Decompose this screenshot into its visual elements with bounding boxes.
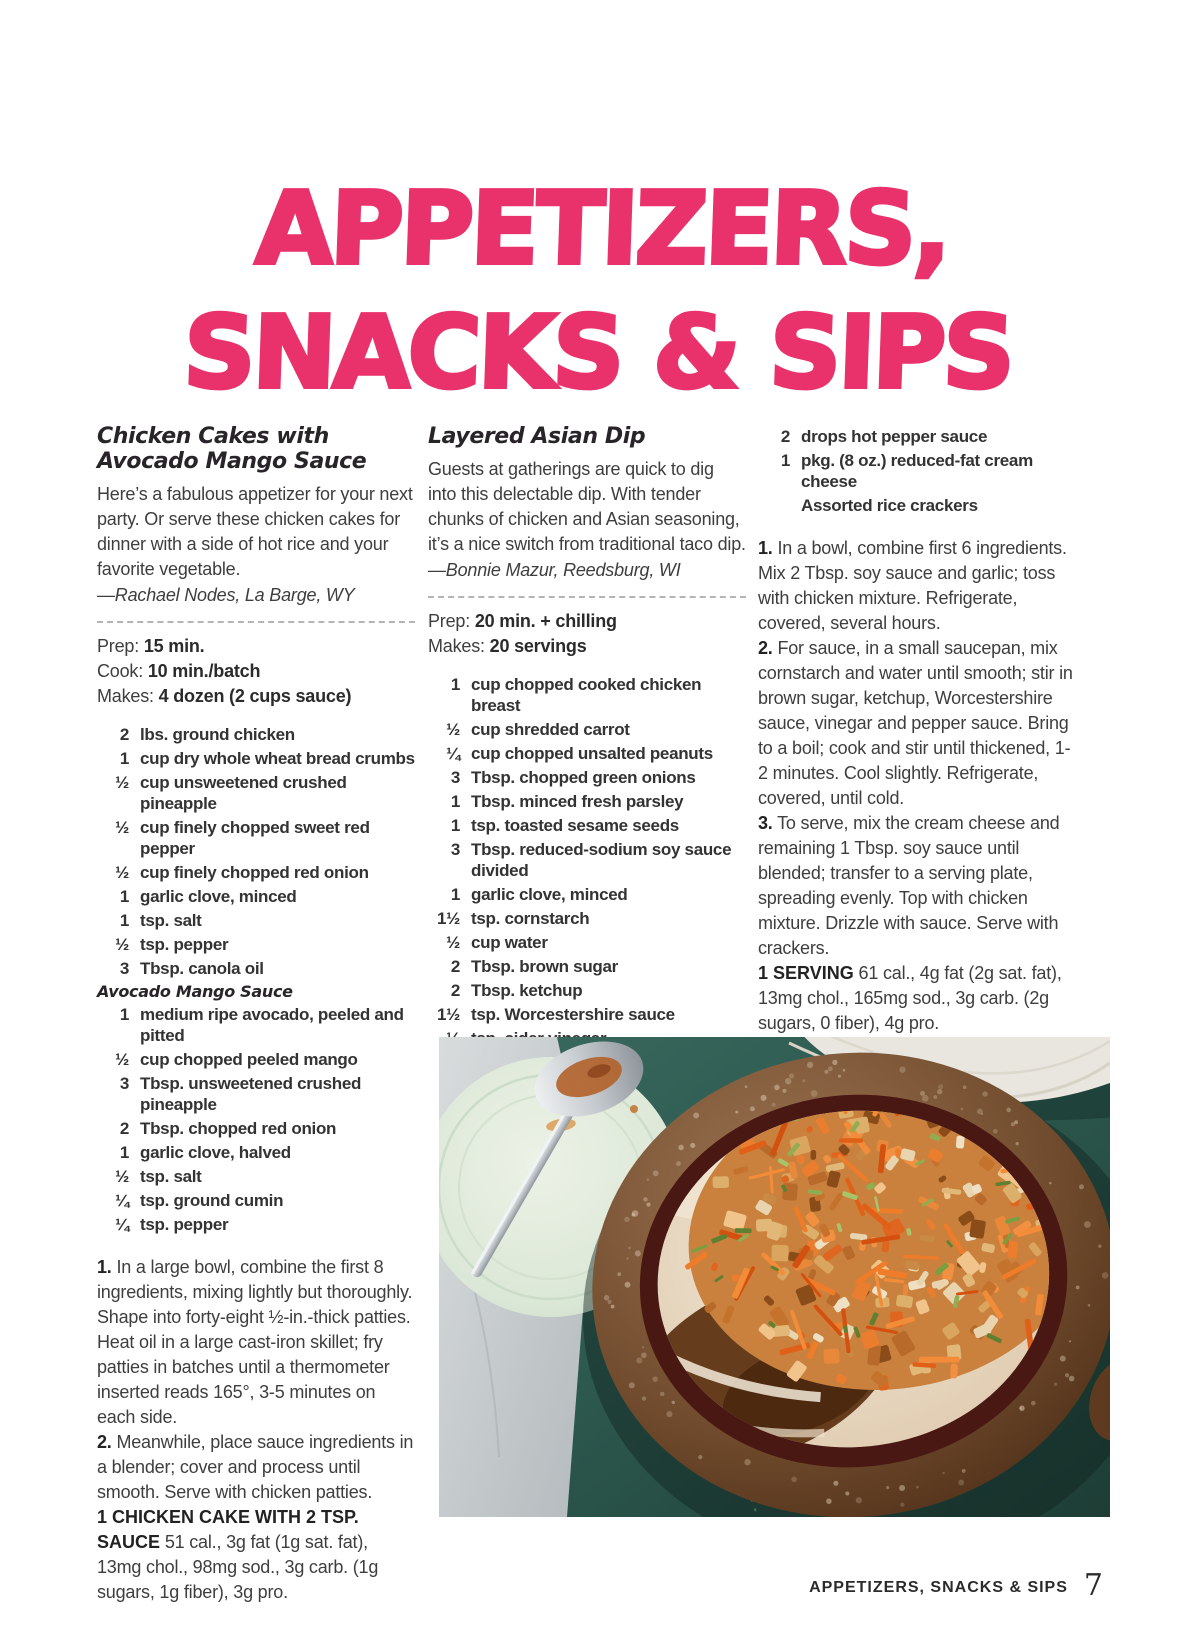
ingredient-text: Assorted rice crackers	[801, 496, 978, 515]
recipe-description: Here’s a fabulous appetizer for your next party. Or serve these chicken cakes for dinner with a side of hot rice and your favorite vegetable.	[97, 484, 413, 579]
ingredient-qty: 3	[119, 959, 129, 978]
ingredient-qty: ¼	[446, 744, 460, 763]
ingredient-text: tsp. pepper	[140, 935, 229, 954]
ingredient-qty: ½	[115, 818, 129, 837]
ingredient-text: Tbsp. brown sugar	[471, 957, 618, 976]
ingredient-row	[428, 674, 746, 716]
ingredient-text: Tbsp. chopped green onions	[471, 768, 696, 787]
ingredient-text: Tbsp. reduced-sodium soy sauce divided	[471, 840, 732, 880]
ingredient-row	[428, 791, 746, 812]
ingredient-row	[97, 724, 415, 745]
ingredient-text: drops hot pepper sauce	[801, 427, 988, 446]
ingredient-qty: ¼	[115, 1215, 129, 1234]
divider	[428, 596, 746, 598]
ingredient-qty: 1	[450, 792, 460, 811]
meta-row: Makes: 4 dozen (2 cups sauce)	[97, 686, 352, 706]
ingredient-row	[428, 1004, 746, 1025]
ingredient-text: cup unsweetened crushed pineapple	[140, 773, 347, 813]
ingredient-text: Tbsp. unsweetened crushed pineapple	[140, 1074, 362, 1114]
page-title-line2: SNACKS & SIPS	[181, 294, 1015, 411]
recipe-card-chicken-cakes	[97, 424, 415, 1605]
ingredient-text: garlic clove, halved	[140, 1143, 291, 1162]
ingredient-qty: 2	[780, 427, 790, 446]
ingredient-row	[428, 884, 746, 905]
ingredient-row	[97, 1004, 415, 1046]
ingredient-row	[97, 1190, 415, 1211]
ingredient-row	[428, 839, 746, 881]
ingredient-row	[97, 748, 415, 769]
ingredient-text: Tbsp. canola oil	[140, 959, 264, 978]
ingredient-qty: 2	[450, 957, 460, 976]
ingredient-row	[428, 908, 746, 929]
ingredient-qty: 1	[450, 885, 460, 904]
ingredient-qty: ¼	[115, 1191, 129, 1210]
ingredient-row	[428, 743, 746, 764]
ingredient-qty: ½	[115, 773, 129, 792]
directions	[97, 1255, 415, 1605]
ingredient-qty: 3	[450, 768, 460, 787]
ingredient-qty: ½	[115, 1167, 129, 1186]
direction-step: 1. In a large bowl, combine the first 8 ingredients, mixing lightly but thoroughly. Shape into forty-eight ½-in.-thick patties. Heat oil in a large cast-iron skillet; fry patties in batches until a thermometer inserted reads 165°, 3-5 minutes on each side.	[97, 1257, 413, 1427]
ingredient-text: cup finely chopped sweet red pepper	[140, 818, 370, 858]
ingredient-row	[428, 956, 746, 977]
ingredient-text: tsp. salt	[140, 1167, 202, 1186]
page-title	[0, 167, 1200, 415]
ingredient-row	[97, 817, 415, 859]
ingredient-text: tsp. Worcestershire sauce	[471, 1005, 675, 1024]
recipe-card-layered-asian-dip	[428, 424, 746, 1052]
ingredient-qty: ½	[115, 935, 129, 954]
ingredient-row	[97, 772, 415, 814]
ingredient-qty: ½	[115, 1050, 129, 1069]
ingredient-qty: 1	[119, 911, 129, 930]
sauce-subheading: Avocado Mango Sauce	[97, 982, 293, 1001]
recipe-card-layered-asian-dip-cont	[758, 424, 1076, 1036]
ingredient-text: tsp. cornstarch	[471, 909, 590, 928]
direction-step: 1. In a bowl, combine first 6 ingredients. Mix 2 Tbsp. soy sauce and garlic; toss with chicken mixture. Refrigerate, covered, several hours.	[758, 538, 1067, 633]
ingredient-qty: ½	[115, 863, 129, 882]
recipe-author: —Rachael Nodes, La Barge, WY	[97, 585, 355, 605]
ingredient-text: garlic clove, minced	[471, 885, 628, 904]
ingredient-text: cup chopped cooked chicken breast	[471, 675, 702, 715]
direction-step: 2. Meanwhile, place sauce ingredients in a blender; cover and process until smooth. Serve with chicken patties.	[97, 1432, 414, 1502]
ingredient-text: tsp. salt	[140, 911, 202, 930]
recipe-photo	[439, 1037, 1110, 1517]
ingredient-list	[97, 724, 415, 1235]
ingredient-qty: 1	[780, 451, 790, 470]
page-footer	[0, 1568, 1103, 1603]
ingredient-row	[97, 886, 415, 907]
ingredient-qty: 1	[119, 1005, 129, 1024]
ingredient-row	[97, 934, 415, 955]
divider	[97, 621, 415, 623]
page-title-line1: APPETIZERS,	[253, 170, 951, 287]
nutrition-info: 1 SERVING 61 cal., 4g fat (2g sat. fat), 13mg chol., 165mg sod., 3g carb. (2g sugars, 0 fiber), 4g pro.	[758, 963, 1062, 1033]
ingredient-list	[428, 674, 746, 1049]
ingredient-row	[428, 767, 746, 788]
ingredient-text: tsp. ground cumin	[140, 1191, 284, 1210]
meta-row: Cook: 10 min./batch	[97, 661, 261, 681]
ingredient-qty: 2	[450, 981, 460, 1000]
ingredient-text: cup chopped unsalted peanuts	[471, 744, 713, 763]
ingredient-row	[758, 495, 1076, 516]
ingredient-row	[758, 426, 1076, 447]
ingredient-text: cup shredded carrot	[471, 720, 630, 739]
ingredient-row	[97, 958, 415, 979]
ingredient-qty: ½	[446, 720, 460, 739]
ingredient-row	[428, 980, 746, 1001]
ingredient-qty: 3	[450, 840, 460, 859]
ingredient-text: Tbsp. chopped red onion	[140, 1119, 337, 1138]
ingredient-text: cup dry whole wheat bread crumbs	[140, 749, 415, 768]
ingredient-row	[428, 815, 746, 836]
recipe-title: Layered Asian Dip	[428, 424, 646, 449]
ingredient-row	[97, 1142, 415, 1163]
ingredient-row	[97, 1118, 415, 1139]
ingredient-text: Tbsp. ketchup	[471, 981, 583, 1000]
ingredient-text: cup water	[471, 933, 548, 952]
recipe-author: —Bonnie Mazur, Reedsburg, WI	[428, 560, 681, 580]
recipe-meta	[428, 609, 746, 659]
ingredient-text: cup chopped peeled mango	[140, 1050, 358, 1069]
ingredient-qty: 1	[119, 749, 129, 768]
ingredient-row	[97, 1049, 415, 1070]
footer-section-label: APPETIZERS, SNACKS & SIPS	[809, 1579, 1068, 1596]
ingredient-qty: 1	[450, 675, 460, 694]
ingredient-text: cup finely chopped red onion	[140, 863, 369, 882]
direction-step: 2. For sauce, in a small saucepan, mix cornstarch and water until smooth; stir in brown sugar, ketchup, Worcestershire sauce, vinegar and pepper sauce. Bring to a boil; cook and stir until thickened, 1-2 minutes. Cool slightly. Refrigerate, covered, until cold.	[758, 638, 1073, 808]
ingredient-row	[758, 450, 1076, 492]
ingredient-row	[97, 1214, 415, 1235]
ingredient-qty: ½	[446, 933, 460, 952]
ingredient-text: tsp. pepper	[140, 1215, 229, 1234]
ingredient-text: lbs. ground chicken	[140, 725, 295, 744]
recipe-description: Guests at gatherings are quick to dig into this delectable dip. With tender chunks of chicken and Asian seasoning, it’s a nice switch from traditional taco dip.	[428, 459, 746, 554]
ingredient-row	[428, 932, 746, 953]
meta-row: Prep: 20 min. + chilling	[428, 611, 617, 631]
ingredient-list-continued	[758, 426, 1076, 516]
ingredient-qty: 1½	[436, 909, 460, 928]
ingredient-row	[428, 719, 746, 740]
ingredient-qty: 1	[450, 816, 460, 835]
ingredient-qty: 1½	[436, 1005, 460, 1024]
ingredient-text: tsp. toasted sesame seeds	[471, 816, 679, 835]
ingredient-row	[97, 1073, 415, 1115]
directions	[758, 536, 1076, 1036]
meta-row: Makes: 20 servings	[428, 636, 587, 656]
ingredient-text: Tbsp. minced fresh parsley	[471, 792, 684, 811]
ingredient-row	[97, 910, 415, 931]
ingredient-qty: 2	[119, 725, 129, 744]
recipe-title: Chicken Cakes with Avocado Mango Sauce	[97, 424, 367, 474]
page-number: 7	[1083, 1568, 1103, 1603]
ingredient-qty: 3	[119, 1074, 129, 1093]
ingredient-qty: 1	[119, 1143, 129, 1162]
ingredient-row	[97, 1166, 415, 1187]
direction-step: 3. To serve, mix the cream cheese and remaining 1 Tbsp. soy sauce until blended; transfer to a serving plate, spreading evenly. Top with chicken mixture. Drizzle with sauce. Serve with crackers.	[758, 813, 1060, 958]
ingredient-row	[97, 862, 415, 883]
ingredient-qty: 1	[119, 887, 129, 906]
ingredient-qty	[758, 495, 790, 516]
ingredient-text: pkg. (8 oz.) reduced-fat cream cheese	[801, 451, 1033, 491]
nutrition-info: 1 CHICKEN CAKE WITH 2 TSP. SAUCE 51 cal., 3g fat (1g sat. fat), 13mg chol., 98mg sod., 3g carb. (1g sugars, 1g fiber), 3g pro.	[97, 1507, 379, 1602]
ingredient-text: medium ripe avocado, peeled and pitted	[140, 1005, 404, 1045]
ingredient-text: garlic clove, minced	[140, 887, 297, 906]
meta-row: Prep: 15 min.	[97, 636, 205, 656]
recipe-meta	[97, 634, 415, 709]
ingredient-qty: 2	[119, 1119, 129, 1138]
